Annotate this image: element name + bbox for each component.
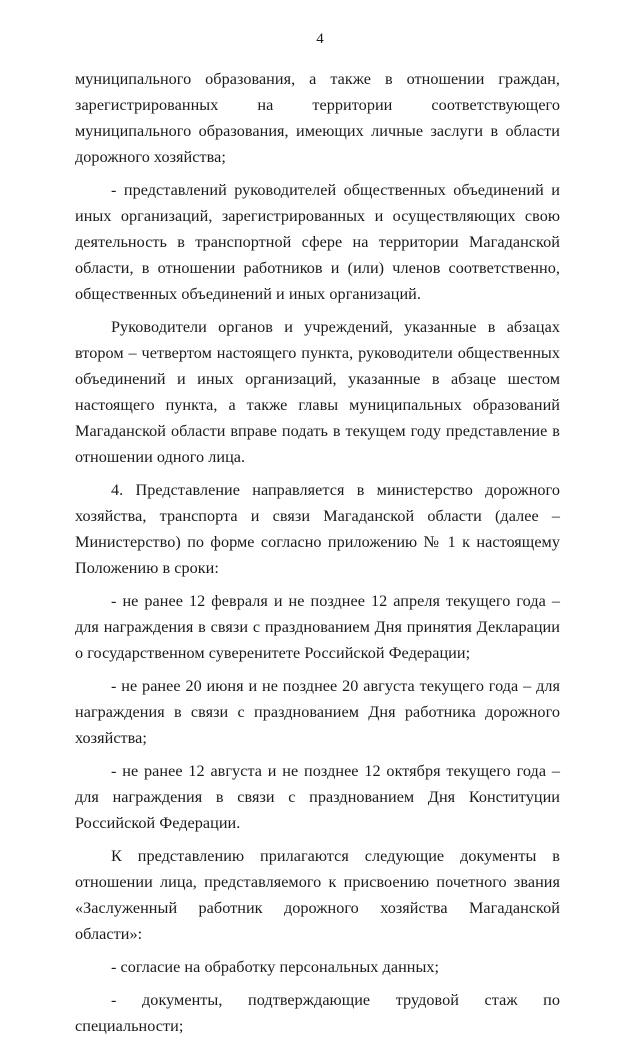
list-item-consent: - согласие на обработку персональных данных; — [111, 958, 440, 976]
paragraph-deadline-june: - не ранее 20 июня и не позднее 20 августа текущего года – для награждения в связи с празднованием Дня работника дорожного хозяйства; — [75, 677, 560, 747]
paragraph-deadline-february: - не ранее 12 февраля и не позднее 12 апреля текущего года – для награждения в связи с празднованием Дня принятия Декларации о государственном суверенитете Российской Федерации; — [75, 592, 560, 662]
document-body — [75, 66, 560, 1046]
list-item-work-experience: - документы, подтверждающие трудовой стаж по специальности; — [75, 991, 560, 1035]
page-number: 4 — [316, 31, 324, 47]
paragraph-heads-submission: Руководители органов и учреждений, указанные в абзацах втором – четвертом настоящего пункта, руководители общественных объединений и иных организаций, указанные в абзаце шестом настоящего пункта, а также главы муниципальных образований Магаданской области вправе подать в текущем году представление в отношении одного лица. — [75, 318, 560, 466]
paragraph-public-associations: - представлений руководителей общественных объединений и иных организаций, зарегистрированных и осуществляющих свою деятельность в транспортной сфере на территории Магаданской области, в отношении работников и (или) членов соответственно, общественных объединений и иных организаций. — [75, 181, 560, 303]
paragraph-item-4: 4. Представление направляется в министерство дорожного хозяйства, транспорта и связи Магаданской области (далее – Министерство) по форме согласно приложению № 1 к настоящему Положению в сроки: — [75, 481, 560, 577]
paragraph-attached-documents: К представлению прилагаются следующие документы в отношении лица, представляемого к присвоению почетного звания «Заслуженный работник дорожного хозяйства Магаданской области»: — [75, 847, 560, 943]
paragraph-continuation: муниципального образования, а также в отношении граждан, зарегистрированных на территории соответствующего муниципального образования, имеющих личные заслуги в области дорожного хозяйства; — [75, 70, 560, 166]
paragraph-deadline-august: - не ранее 12 августа и не позднее 12 октября текущего года – для награждения в связи с празднованием Дня Конституции Российской Федерации. — [75, 762, 560, 832]
